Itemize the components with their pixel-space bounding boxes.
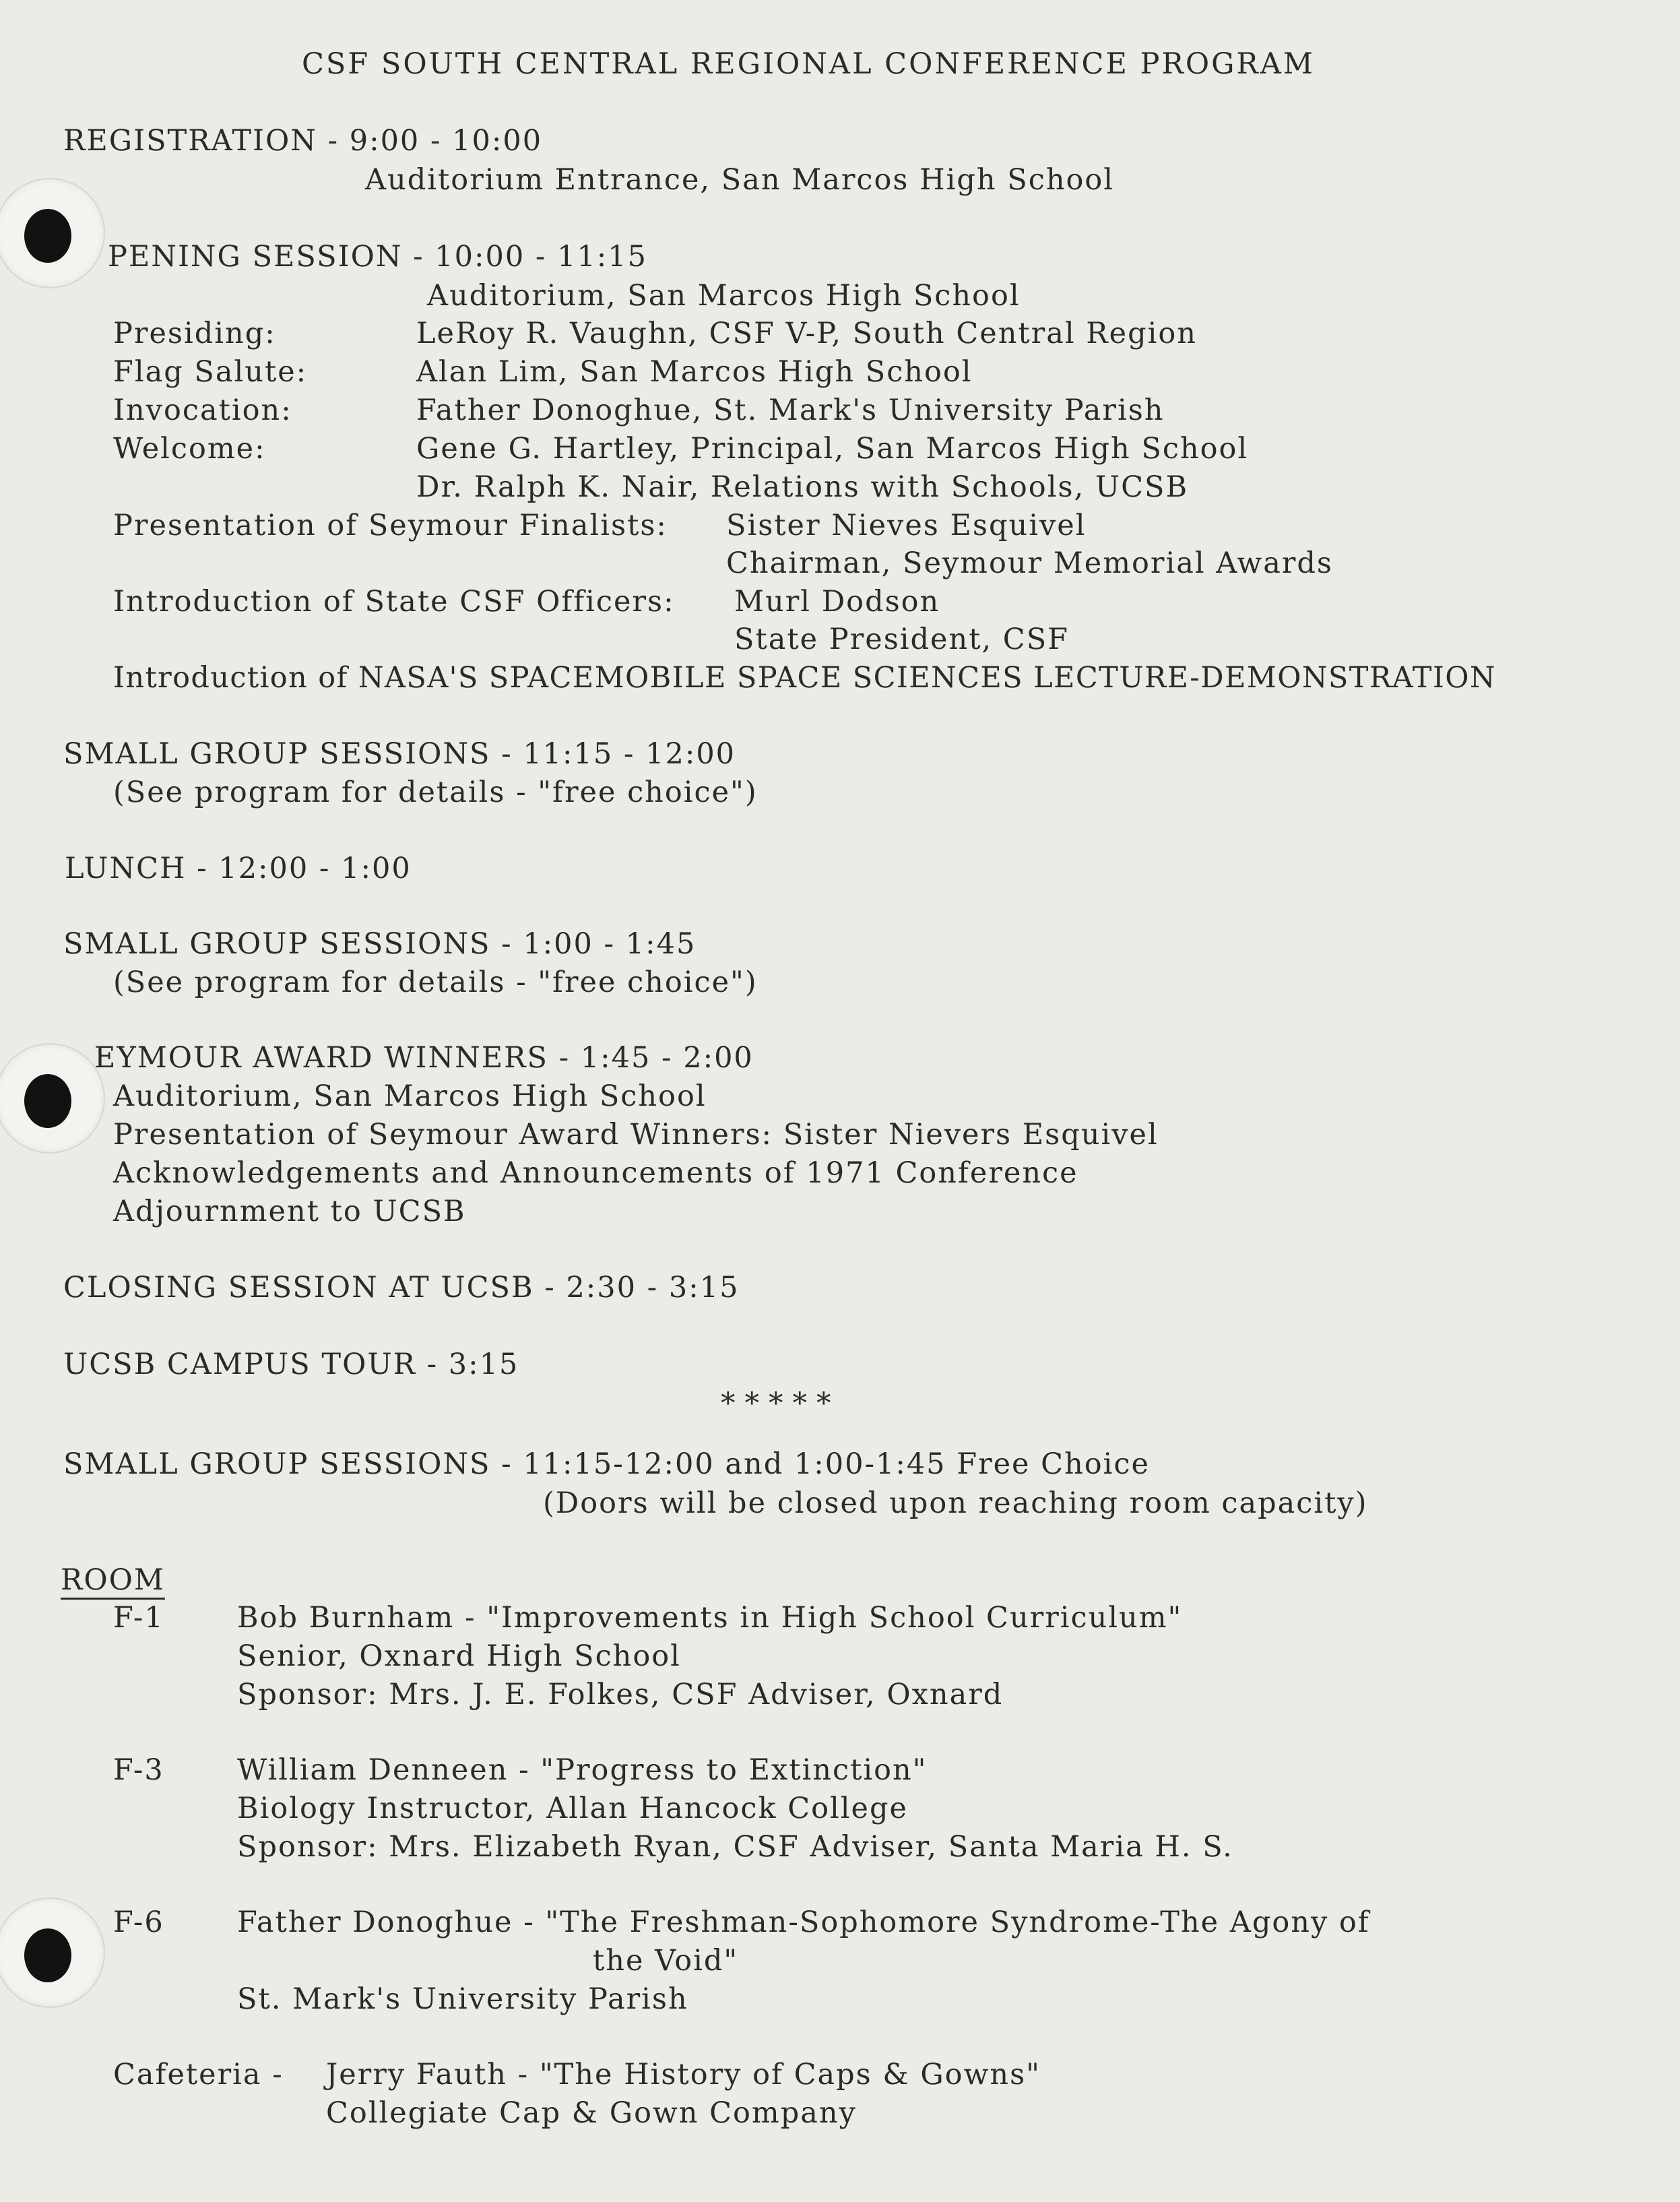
- role-value-invocation: Father Donoghue, St. Mark's University Parish: [416, 394, 1165, 427]
- state-officers-name: Murl Dodson: [734, 585, 940, 619]
- opening-session-heading: PENING SESSION - 10:00 - 11:15: [108, 240, 648, 274]
- room-f6-speaker-cont: the Void": [593, 1944, 739, 1978]
- room-f3-label: F-3: [113, 1753, 164, 1787]
- role-value-welcome-2: Dr. Ralph K. Nair, Relations with Schools, UCSB: [416, 470, 1189, 504]
- room-f3-detail: Biology Instructor, Allan Hancock College: [237, 1792, 908, 1825]
- sessions-note: (Doors will be closed upon reaching room capacity): [543, 1486, 1368, 1520]
- cafeteria-label: Cafeteria -: [113, 2058, 284, 2091]
- room-f1-speaker: Bob Burnham - "Improvements in High School Curriculum": [237, 1601, 1183, 1635]
- sessions-heading: SMALL GROUP SESSIONS - 11:15-12:00 and 1:00-1:45 Free Choice: [63, 1447, 1150, 1481]
- seymour-winners-line: Adjournment to UCSB: [113, 1195, 466, 1228]
- state-officers-title: State President, CSF: [734, 623, 1070, 656]
- page-title: CSF SOUTH CENTRAL REGIONAL CONFERENCE PROGRAM: [302, 47, 1315, 81]
- lunch-heading: LUNCH - 12:00 - 1:00: [65, 852, 412, 885]
- section-separator-stars: *****: [721, 1387, 841, 1420]
- room-f6-speaker: Father Donoghue - "The Freshman-Sophomore Syndrome-The Agony of: [237, 1906, 1370, 1939]
- seymour-winners-heading: EYMOUR AWARD WINNERS - 1:45 - 2:00: [94, 1041, 754, 1075]
- small-group-2-note: (See program for details - "free choice"): [113, 966, 758, 999]
- seymour-winners-line: Presentation of Seymour Award Winners: Sister Nievers Esquivel: [113, 1118, 1159, 1152]
- binder-hole-bottom: [0, 1897, 105, 2008]
- role-label-flag-salute: Flag Salute:: [113, 355, 308, 389]
- campus-tour-heading: UCSB CAMPUS TOUR - 3:15: [63, 1348, 519, 1381]
- small-group-1-heading: SMALL GROUP SESSIONS - 11:15 - 12:00: [63, 737, 736, 771]
- small-group-2-heading: SMALL GROUP SESSIONS - 1:00 - 1:45: [63, 927, 697, 961]
- registration-location: Auditorium Entrance, San Marcos High School: [365, 163, 1115, 197]
- role-label-invocation: Invocation:: [113, 394, 292, 427]
- binder-hole-top: [0, 178, 105, 288]
- role-value-flag-salute: Alan Lim, San Marcos High School: [416, 355, 973, 389]
- small-group-1-note: (See program for details - "free choice"): [113, 776, 758, 809]
- room-f3-detail: Sponsor: Mrs. Elizabeth Ryan, CSF Adviser, Santa Maria H. S.: [237, 1830, 1233, 1864]
- room-f1-detail: Sponsor: Mrs. J. E. Folkes, CSF Adviser, Oxnard: [237, 1678, 1004, 1711]
- state-officers-label: Introduction of State CSF Officers:: [113, 585, 675, 619]
- cafeteria-detail: Collegiate Cap & Gown Company: [326, 2096, 857, 2130]
- room-f6-detail: St. Mark's University Parish: [237, 1982, 688, 2016]
- seymour-winners-line: Acknowledgements and Announcements of 1971 Conference: [113, 1156, 1078, 1190]
- registration-heading: REGISTRATION - 9:00 - 10:00: [63, 124, 543, 158]
- opening-session-location: Auditorium, San Marcos High School: [427, 279, 1021, 313]
- room-f6-label: F-6: [113, 1906, 164, 1939]
- seymour-finalists-name: Sister Nieves Esquivel: [726, 509, 1087, 542]
- role-label-presiding: Presiding:: [113, 317, 276, 350]
- room-f3-speaker: William Denneen - "Progress to Extinction": [237, 1753, 928, 1787]
- seymour-winners-line: Auditorium, San Marcos High School: [113, 1079, 707, 1113]
- role-label-welcome: Welcome:: [113, 432, 266, 466]
- closing-session-heading: CLOSING SESSION AT UCSB - 2:30 - 3:15: [63, 1271, 740, 1304]
- binder-hole-middle: [0, 1043, 105, 1154]
- role-value-welcome: Gene G. Hartley, Principal, San Marcos High School: [416, 432, 1249, 466]
- room-column-label: ROOM: [61, 1563, 165, 1597]
- room-f1-detail: Senior, Oxnard High School: [237, 1639, 681, 1673]
- seymour-finalists-label: Presentation of Seymour Finalists:: [113, 509, 668, 542]
- room-f1-label: F-1: [113, 1601, 164, 1635]
- seymour-finalists-title: Chairman, Seymour Memorial Awards: [726, 546, 1333, 580]
- role-value-presiding: LeRoy R. Vaughn, CSF V-P, South Central Region: [416, 317, 1197, 350]
- cafeteria-speaker: Jerry Fauth - "The History of Caps & Gowns": [326, 2058, 1041, 2091]
- nasa-introduction: Introduction of NASA'S SPACEMOBILE SPACE SCIENCES LECTURE-DEMONSTRATION: [113, 661, 1496, 695]
